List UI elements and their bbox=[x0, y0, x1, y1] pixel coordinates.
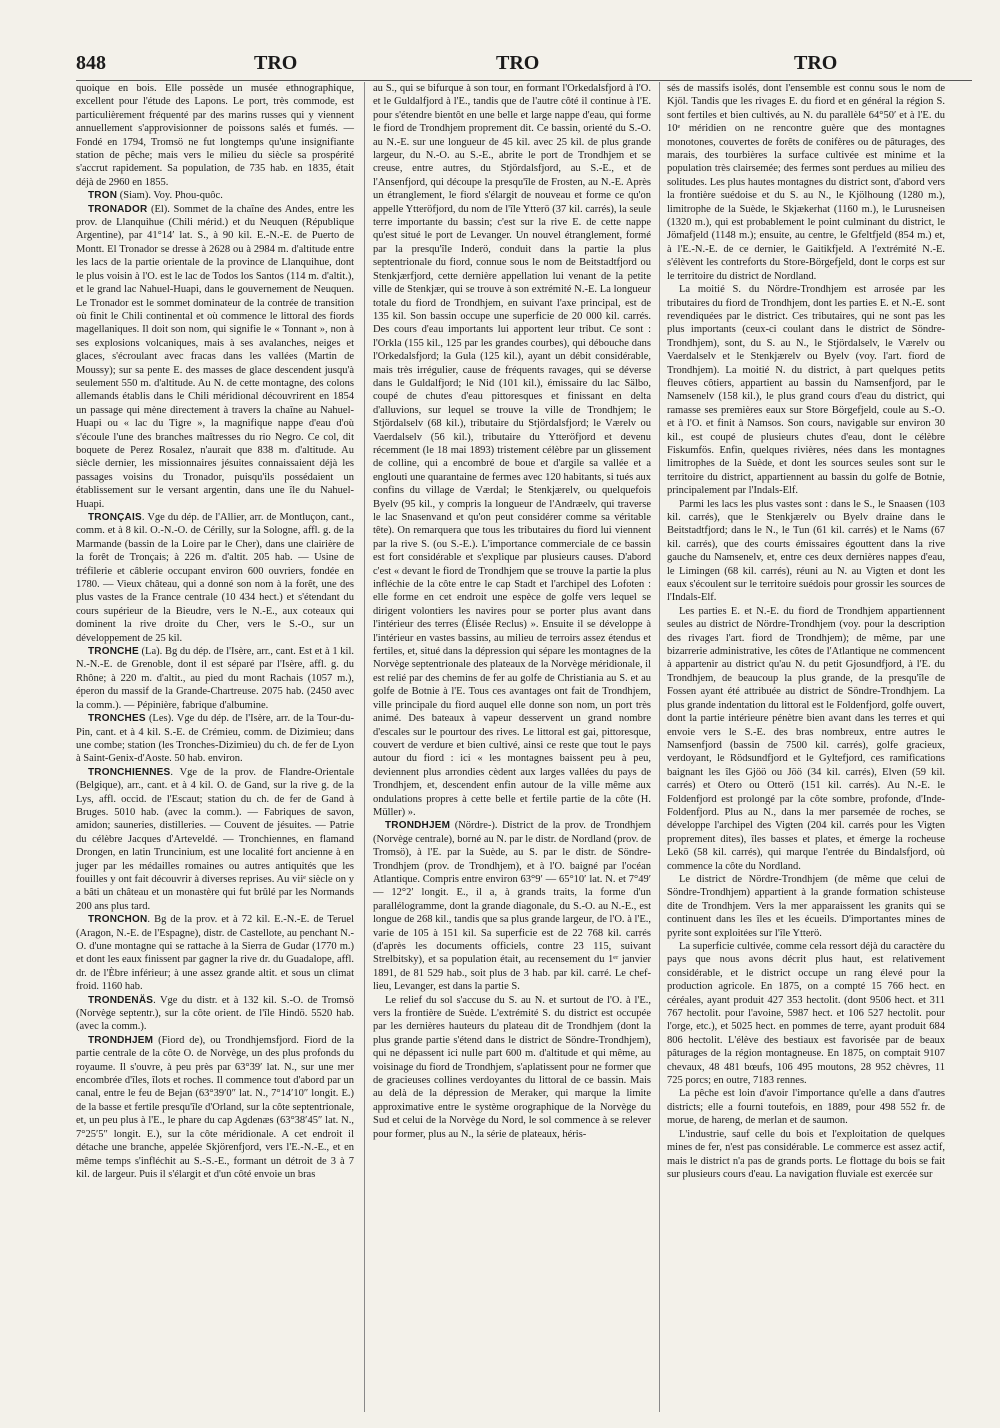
entry-headword: TRON bbox=[88, 190, 118, 202]
entry-text: L'industrie, sauf celle du bois et l'exploitation de quelques mines de fer, n'est pas considérable. Le commerce est assez actif, mais le district n'a pas de grands ports. Le flottage du bois se fait sur plusieurs cours d'eau. La navigation fluviale est exercée sur bbox=[667, 1128, 945, 1180]
entry-paragraph bbox=[667, 498, 945, 605]
entry-headword: TRONADOR bbox=[88, 203, 148, 215]
entry-text: La superficie cultivée, comme cela ressort déjà du caractère du pays que nous avons décrit plus haut, est relativement considérable, et le district occupe un rang élevé pour la production agricole. En 1875, on a compté 15 766 hect. en céréales, ayant produit 427 353 hectolit. (dont 9506 hect. et 311 767 hectolit. pour l'avoine, 5987 hect. et 106 527 hectolit. pour l'orge, etc.), et 5025 hect. en pommes de terre, ayant produit 684 806 hectolit. L'élève des bestiaux est favorisée par de beaux pâturages de la région montagneuse. En 1875, on comptait 9107 chevaux, 48 481 bœufs, 106 495 moutons, 28 952 chèvres, 11 725 porcs; en outre, 7183 rennes. bbox=[667, 941, 945, 1087]
entry-text: . Vge du distr. et à 132 kil. S.-O. de Tromsö (Norvège septentr.), sur la côte orient. de l'île Hindö. 5520 hab. (avec la comm.). bbox=[76, 994, 354, 1033]
entry-paragraph bbox=[76, 82, 354, 189]
entry-text: quoique en bois. Elle possède un musée ethnographique, excellent pour l'étude des Lapons. Le port, très commode, est particulièrement fréquenté par des marins russes qui y viennent annuellement s'approvisionner de poissons salés et fumés. — Fondé en 1794, Tromsö ne fut longtemps qu'une insignifiante station de pêche; mais vers le milieu du siècle sa prospérité s'accrut rapidement. Sa population, de 735 hab. en 1835, était déjà de 2960 en 1855. bbox=[76, 83, 354, 188]
dictionary-entry bbox=[76, 189, 354, 202]
entry-headword: TRONCHON bbox=[88, 914, 148, 926]
dictionary-entry bbox=[76, 511, 354, 645]
entry-paragraph bbox=[373, 82, 651, 819]
entry-paragraph bbox=[667, 82, 945, 283]
entry-headword: TRONDHJEM bbox=[385, 820, 451, 832]
column-divider bbox=[364, 82, 365, 1412]
text-column-left bbox=[76, 82, 354, 1181]
entry-headword: TRONDENÄS bbox=[88, 994, 154, 1006]
entry-paragraph bbox=[667, 940, 945, 1087]
running-head-left: TRO bbox=[254, 52, 298, 74]
entry-paragraph bbox=[667, 283, 945, 498]
entry-text: La moitié S. du Nördre-Trondhjem est arrosée par les tributaires du fiord de Trondhjem, dont les parties E. et N.-E. sont revendiquées par le district. Ces tributaires, qui ne sont pas les plus importants (ceux-ci coulant dans le district de Söndre-Trondhjem), sont, du S. au N., le Stjördalselv, le Værelv ou Vaerdalselv et le Stenkjærelv ou Byelv (voy. l'art. fiord de Trondhjem). La moitié N. du district, à part quelques petits fleuves côtiers, appartient au bassin du Namsenfjord, par le Namsenelv (158 kil.), le plus grand cours d'eau du district, qui ramasse ses premières eaux sur Store Börgefjeld, coule au S.-O. et à l'O. et finit à Namsos. Son cours, navigable sur environ 30 kil., est coupé de plusieurs chutes d'eau, dont le célèbre Fiskumfös. Enfin, quelques rivières, nées dans les montagnes limitrophes de la Suède, et dont les sources seules sont sur le territoire du district, appartiennent au bassin du golfe de Botnie, principalement par l'Indals-Elf. bbox=[667, 284, 945, 497]
entry-headword: TRONÇAIS bbox=[88, 512, 142, 523]
column-divider bbox=[659, 82, 660, 1412]
entry-paragraph bbox=[667, 605, 945, 873]
entry-headword: TRONDHJEM bbox=[88, 1034, 154, 1046]
dictionary-entry bbox=[76, 645, 354, 712]
entry-text: . Vge du dép. de l'Allier, arr. de Montluçon, cant., comm. et à 8 kil. O.-N.-O. de Cérilly, sur la Sologne, affl. g. de la Marmande (bassin de la Loire par le Cher), dans une clairière de la forêt de Tronçais; à 226 m. d'altit. 205 hab. — Usine de tréfilerie et câblerie occupant environ 600 ouvriers, fondée en 1780. — Vieux château, qui a donné son nom à la forêt, une des plus vastes de la France centrale (10 434 hect.) et s'étendant du cours supérieur de la Bieudre, vers le N.-E., aux coteaux qui dominent la rive droite du Cher, vers le S.-O., sur un développement de 25 kil. bbox=[76, 512, 354, 644]
dictionary-entry bbox=[373, 819, 651, 993]
text-column-center bbox=[373, 82, 651, 1141]
entry-text: au S., qui se bifurque à son tour, en formant l'Orkedalsfjord à l'O. et le Guldalfjord à l'E., tandis que de l'autre côté il continue à l'E. pour s'étendre bientôt en une belle et large nappe d'eau, qui forme le fiord de Trondhjem proprement dit. Ce bassin, orienté du S.-O. au N.-E. sur une longueur de 45 kil. avec 25 kil. de plus grande largeur, du N.-O. au S.-E., abrite le port de Trondhjem et se creuse, entre autres, du Stjördalsfjord, au S.-E., et de l'Ansenfjord, qui découpe la presqu'île de Frosten, au N.-E. Après un étranglement, le fiord s'élargit de nouveau et forme ce qu'on appelle Ytteröfjord, du nom de l'île Ytterö (37 kil. carrés), la seule terre importante du bassin; c'est sur la rive E. de cette nappe qu'est situé le port de Levanger. Un nouvel étranglement, formé par la presqu'île Inderö, conduit dans la partie la plus septentrionale du fiord, connue sous le nom de Beitstadtfjord ou Stenkjærfjord, cette dernière appellation lui venant de la petite ville de Stenkjær, qui se trouve à son extrémité N.-E. La longueur totale du fiord de Trondhjem, en suivant l'axe principal, est de 135 kil. Son bassin occupe une superficie de 20 000 kil. carrés. Des cours d'eau importants lui apportent leur tribut. Ce sont : l'Orkla (155 kil., 125 par les grandes courbes), qui débouche dans l'Orkedalsfjord; la Gula (125 kil.), ayant un débit considérable, mais très irrégulier, cause de fréquents ravages, qui se déverse dans le Guldalfjord; le Nid (101 kil.), émissaire du lac Sälbo, coupé de chutes d'eau pittoresques et finissant en delta d'alluvions, sur lequel se trouve la ville de Trondhjem; le Stjördalselv (68 kil.), tributaire du Stjördalsfjord; le Værelv ou Vaerdalselv (56 kil.), tributaire du Ytteröfjord et devenu récemment (le 18 mai 1893) tristement célèbre par un glissement de colline, qui a encombré de boue et d'argile sa vallée et a englouti une quarantaine de fermes avec 120 habitants, si tués aux confins du village de Værdal; le Stenkjærelv, ou quelquefois Byelv (95 kil., y compris la longueur de l'Andræelv, qui traverse le lac Snasenvand et qu'on peut considérer comme sa véritable tête). On remarquera que tous les tributaires du fiord lui viennent par la rive S. (ou S.-E.). L'importance commerciale de ce bassin est fort considérable et s'explique par plusieurs causes. D'abord c'est « devant le fiord de Trondhjem que se trouve la partie la plus infléchie de la côte entre le cap Stadt et l'archipel des Lofoten : elle forme en cet endroit une espèce de golfe vers lequel se dirigent volontiers les navires pour se porter plus avant dans l'intérieur des terres (Élisée Reclus) ». Ensuite il se développe à l'intérieur en vastes bassins, au milieu de terroirs assez étendus et fertiles, et, situé dans la dépression qui sépare les montagnes de la Norvège septentrionale des plateaux de la Norvège méridionale, il est relié par des chemins de fer au golfe de Christiania au S. et au golfe de Botnie à l'E. Tous ces avantages ont fait de Trondhjem, ville principale du fiord auquel elle donne son nom, un port très animé. Des bateaux à vapeur desservent un grand nombre d'escales sur le pourtour des rives. Le littoral est gai, pittoresque, couvert de verdure et bien cultivé, ainsi ce reste que tout le pays autour du fiord : ici « les montagnes baissent peu à peu, deviennent plus arrondies cèdent aux larges vallées du pays de Trondhjem, et, descendent enfin autour de la ville même aux ondulations propres à cette belle et fertile partie de la côte (H. Müller) ». bbox=[373, 83, 651, 818]
header-rule bbox=[76, 80, 972, 81]
entry-text: (Fiord de), ou Trondhjemsfjord. Fiord de la partie centrale de la côte O. de Norvège, un des plus profonds du royaume. Il s'ouvre, à peu près par 63°39′ lat. N., sur une mer encombrée d'îles, îlots et roches. Il commence tout d'abord par un canal, entre le feu de Bejan (63°39′0″ lat. N., 7°14′10″ longit. E.) de la basse et fertile presqu'île d'Orland, sur la côte septentrionale, et, un peu plus à l'E., le phare du cap Agdenæs (63°38′45″ lat. N., 7°25′5″ longit. E.), sur la côte méridionale. A cet endroit il détache une branche, appelée Skjörenfjord, vers l'E.-N.-E., et en même temps s'infléchit au S.-S.-E., formant un détroit de 3 à 7 kil. de largeur. Puis il s'élargit et d'un côté envoie un bras bbox=[76, 1034, 354, 1180]
dictionary-entry bbox=[76, 766, 354, 913]
dictionary-entry bbox=[76, 994, 354, 1034]
entry-text: (Siam). Voy. Phou-quôc. bbox=[117, 190, 223, 202]
entry-text: (Nördre-). District de la prov. de Trondhjem (Norvège centrale), borné au N. par le distr. de Nordland (prov. de Tromsö), à l'E. par la Suède, au S. par le distr. de Söndre-Trondhjem (prov. de Trondhjem), et à l'O. baigné par l'océan Atlantique. Compris entre environ 63°9′ — 65°10′ lat. N. et 7°49′ — 12°2′ longit. E., il a, à grands traits, la forme d'un parallélogramme, dont la grande diagonale, du S.-O. au N.-E., est longue de 268 kil., tandis que sa plus grande largeur, de l'O. à l'E., varie de 105 à 151 kil. Sa superficie est de 22 768 kil. carrés (d'après les documents officiels, contre 23 115, suivant Strelbitsky), et sa population était, au recensement du 1ᵉʳ janvier 1891, de 81 529 hab., soit plus de 3 hab. par kil. carré. Le chef-lieu, Levanger, est dans la partie S. bbox=[373, 820, 651, 993]
running-head-right: TRO bbox=[794, 52, 838, 74]
entry-text: Les parties E. et N.-E. du fiord de Trondhjem appartiennent seules au district de Nördre-Trondhjem (voy. pour la description des rivages l'art. fiord de Trondhjem); de même, par une bizarrerie administrative, les côtes de l'Atlantique ne commencent à appartenir au district qu'au N. du petit Gjosundfjord, à l'E. du Trondhjem, de beaucoup la plus grande, de la presqu'île de Fossen ayant été attribuée au district de Söndre-Trondhjem. La plus grande indentation du littoral est le Foldenfjord, golfe ouvert, dont la partie intérieure pénètre bien avant dans les terres et qui envoie vers le S.-E. des bras nombreux, entre autres le Namsenfjord (bassin de 7500 kil. carrés), golfe gracieux, verdoyant, le Rödsundfjord et le Gyltefjord, ces ramifications baignant les îles Gjöö ou Jöö (34 kil. carrés), Elven (59 kil. carrés) et Otero ou Otterö (151 kil. carrés). Au N.-E. le Foldenfjord est prolongé par la côte sombre, profonde, d'Inde-Foldenfjord. Plus au N., dans la mer parsemée de roches, se développe l'archipel des Vigten (204 kil. carrés pour les Vigten proprement dites), îles basses et plates, et émerge la rocheuse Lekö (58 kil. carrés), qui marque l'entrée du Bindalsfjord, où commence la côte du Nordland. bbox=[667, 605, 945, 872]
entry-text: (La). Bg du dép. de l'Isère, arr., cant. Est et à 1 kil. N.-N.-E. de Grenoble, dont il est séparé par l'Isère, affl. g. du Rhône; à 220 m. d'altit., au pied du mont Rachais (1057 m.), éperon du massif de la Grande-Chartreuse. 2075 hab. (2450 avec la comm.). — Pépinière, fabrique d'albumine. bbox=[76, 646, 354, 711]
entry-paragraph bbox=[667, 1128, 945, 1182]
dictionary-entry bbox=[76, 203, 354, 511]
entry-text: (Les). Vge du dép. de l'Isère, arr. de la Tour-du-Pin, cant. et à 4 kil. S.-E. de Crémieu, comm. de Dizimieu; dans une combe; station (les Tronches-Dizimieu) du ch. de fer de Lyon à Saint-Genix-d'Aoste. 50 hab. environ. bbox=[76, 713, 354, 765]
entry-text: sés de massifs isolés, dont l'ensemble est connu sous le nom de Kjöl. Tandis que les rivages E. du fiord et en général la région S. sont fertiles et bien cultivés, au N. du parallèle 64°50′ et à l'E. du 10ᵉ méridien on ne rencontre guère que des montagnes monotones, couvertes de forêts de conifères ou de pâturages, des marais, des tourbières la surface cultivée est minime et la population très clairsemée; des fermes sont perdues au milieu des solitudes. Les plus hautes montagnes du district sont, d'abord vers la frontière suédoise et du S. au N., le Kjölhoung (1280 m.), limitrophe de la Suède, le Skjækerhat (1160 m.), le Lurusneisen (1320 m.), qui est probablement le point culminant du district, le Jömafjeld (1148 m.); ensuite, au centre, le Gfeltfjeld (854 m.) et, à l'E.-N.-E. de ce dernier, le Gaitikfjeld. A l'extrémité N.-E. s'élèvent les contreforts du Store-Börgefjeld, dont le corps est sur le territoire du district de Nordland. bbox=[667, 83, 945, 282]
entry-headword: TRONCHE bbox=[88, 646, 139, 658]
text-column-right bbox=[667, 82, 945, 1181]
page-number: 848 bbox=[76, 52, 106, 74]
entry-text: (El). Sommet de la chaîne des Andes, entre les prov. de Llanquihue (Chili mérid.) et du Neuquen (République Argentine), par 41°14′ lat. S., à 90 kil. E.-N.-E. de Puerto de Montt. El Tronador se dresse à 2628 ou à 2984 m. d'altitude entre les lacs de la partie orientale de la province de Llanquihue, dont le plus voisin à l'O. est le lac de Todos los Santos (114 m. d'altit.), et le grand lac Nahuel-Huapi, dans le gouvernement de Neuquen. Le Tronador est le sommet dominateur de la contrée de transition où finit le Chili continental et où commence le littoral des fiords magellaniques. Il doit son nom, qui signifie le « Tonnant », non à ses explosions volcaniques, mais à ses avalanches, neiges et glaces, s'écroulant avec fracas dans les vallées (Martin de Moussy); sur sa pente E. des masses de glace descendent jusqu'à seulement 550 m. d'altitude. Au N. de cette montagne, des colons allemands établis dans le Chili méridional découvrirent en 1854 un passage qui mène directement à travers la chaîne au Nahuel-Huapi ou « lac du Tigre », la magnifique nappe d'eau d'où s'écoule l'une des branches maîtresses du rio Negro. Ce col, dit boquete de Perez Rosalez, n'aurait que 838 m. d'altitude. Au siècle dernier, les missionnaires jésuites connaissaient déjà les passages voisins du Tronador, puisqu'ils possédaient un établissement sur le versant argentin, dans une île du Nahuel-Huapi. bbox=[76, 203, 354, 510]
dictionary-entry bbox=[76, 913, 354, 993]
dictionary-entry bbox=[76, 1034, 354, 1181]
entry-text: . Bg de la prov. et à 72 kil. E.-N.-E. de Teruel (Aragon, N.-E. de l'Espagne), distr. de Castellote, au penchant N.-O. d'une montagne qui se rattache à la Sierra de Gudar (1770 m.) et dont les eaux finissent par gagner la rive dr. du Guadalope, affl. dr. de l'Èbre inférieur; à une assez grande altit. et sous un climat froid. 1160 hab. bbox=[76, 914, 354, 993]
entry-text: Parmi les lacs les plus vastes sont : dans le S., le Snaasen (103 kil. carrés), que le Stenkjærelv ou Byelv draine dans le Beitstadtfjord; dans le N., le Tun (61 kil. carrés) et le Nams (67 kil. carrés), que des courts émissaires égouttent dans la rive gauche du Namsenelv, et, entre ces deux dernières nappes d'eau, le Limingen (68 kil. carrés), réuni au N. au Vigten et dont les eaux s'écoulent sur le territoire suédois pour grossir les sources de l'Indals-Elf. bbox=[667, 498, 945, 604]
dictionary-entry bbox=[76, 712, 354, 766]
entry-paragraph bbox=[373, 994, 651, 1141]
entry-text: . Vge de la prov. de Flandre-Orientale (Belgique), arr., cant. et à 4 kil. O. de Gand, sur la rive g. de la Lys, affl. occid. de l'Escaut; station du ch. de fer de Gand à Bruges. 5010 hab. (avec la comm.). — Fabriques de savon, amidon; sauneries, distilleries. — Couvent de jésuites. — Patrie du célèbre Jacques d'Arteveldé. — Tronchiennes, en flamand Drongen, en latin Truncinium, est une localité fort ancienne à en juger par les médailles romaines ou autres antiquités que les fouilles y ont fait découvrir à diverses reprises. Au viiᵉ siècle on y a bâti un château et un monastère qui fut brûlé par les Normands 200 ans plus tard. bbox=[76, 766, 354, 912]
entry-text: Le relief du sol s'accuse du S. au N. et surtout de l'O. à l'E., vers la frontière de Suède. L'extrémité S. du district est occupée par les dernières hauteurs du plateau dit de Trondhjem (dont la plus grande partie s'étend dans le district de Söndre-Trondhjem), qui ne dépassent ici nulle part 600 m. d'altitude et qui même, au voisinage du fiord de Trondhjem, s'aplatissent pour ne former que de gracieuses collines verdoyantes du littoral de ce bassin. Mais au delà de la dépression de Meraker, qui marque la limite approximative entre le système orographique de la Norvège du Sud et celui de la Norvège du Nord, le sol commence à se relever pour former, plus au N., la série de plateaux, héris- bbox=[373, 994, 651, 1140]
entry-text: La pêche est loin d'avoir l'importance qu'elle a dans d'autres districts; elle a fourni toutefois, en 1889, pour 498 552 fr. de morue, de hareng, de merlan et de saumon. bbox=[667, 1088, 945, 1127]
entry-paragraph bbox=[667, 1087, 945, 1127]
running-head-center: TRO bbox=[496, 52, 540, 74]
entry-headword: TRONCHES bbox=[88, 713, 146, 725]
entry-headword: TRONCHIENNES bbox=[88, 766, 171, 778]
entry-text: Le district de Nördre-Trondhjem (de même que celui de Söndre-Trondhjem) appartient à la grande formation schisteuse dite de Trondhjem. Vers la mer apparaissent les granits qui se continuent dans les îles et les écueils. D'importantes mines de pyrite sont exploitées sur l'île Ytterö. bbox=[667, 873, 945, 939]
entry-paragraph bbox=[667, 873, 945, 940]
